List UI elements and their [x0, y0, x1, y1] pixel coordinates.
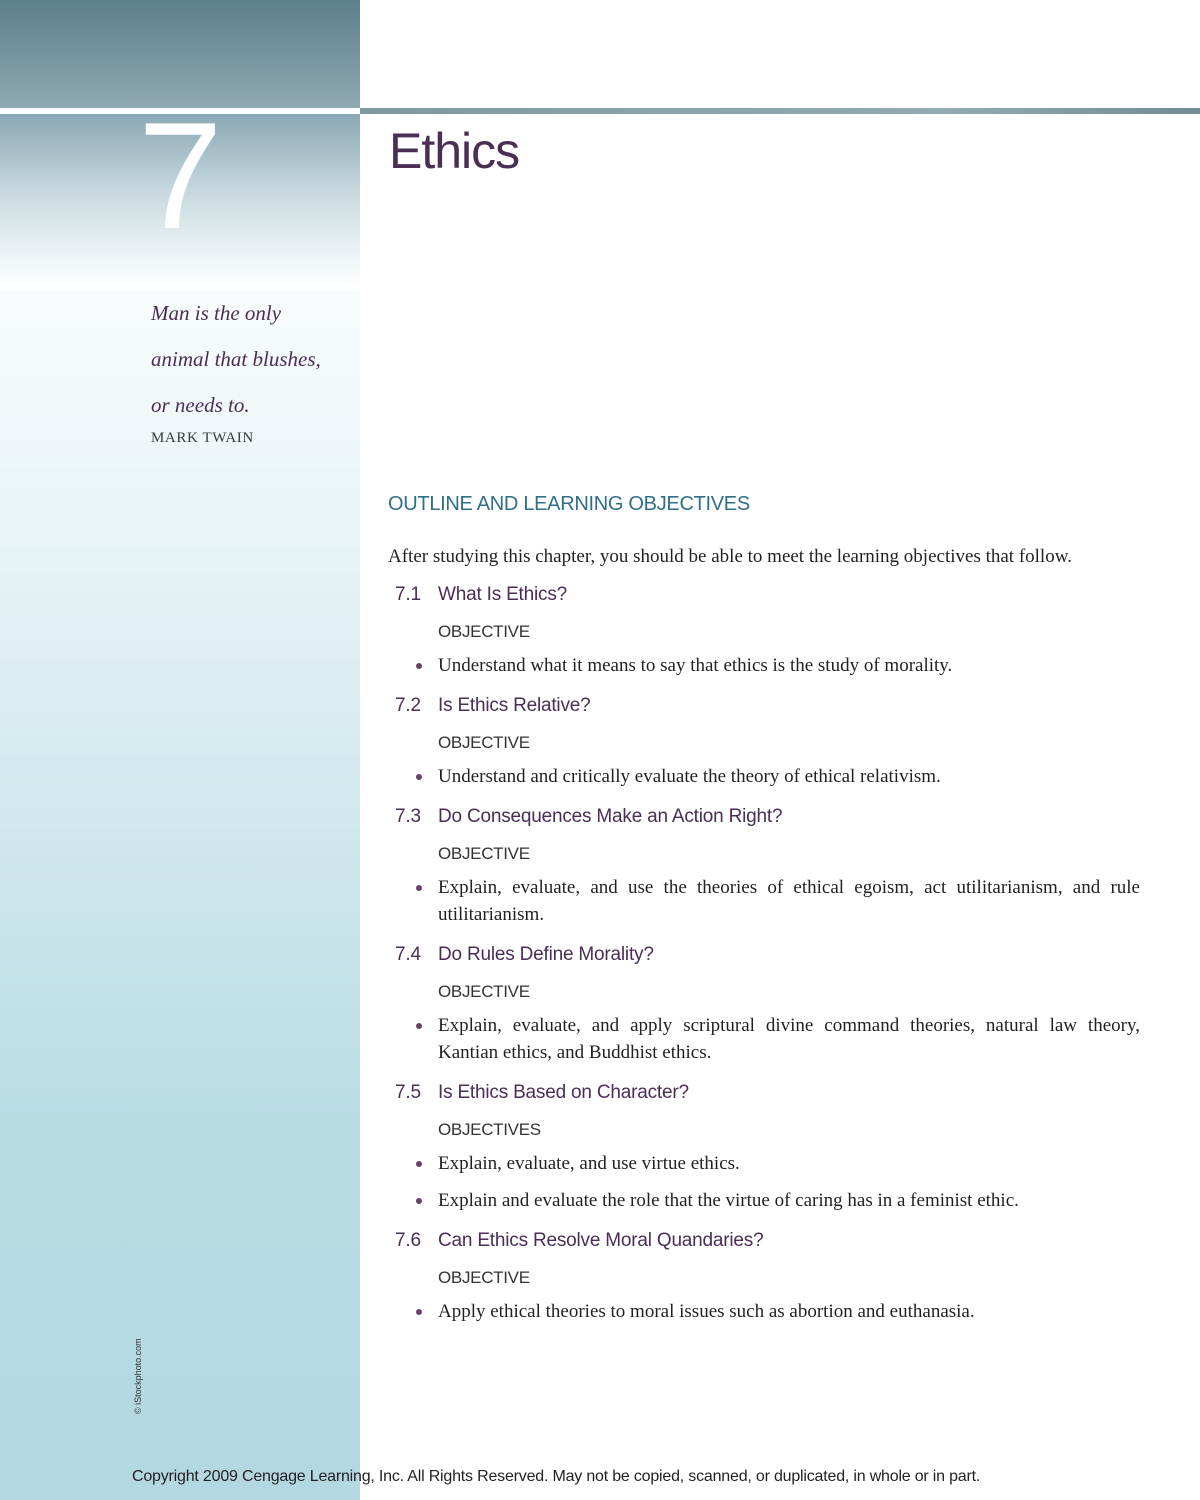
outline-item: [388, 693, 1140, 790]
objective-list: [388, 652, 1140, 679]
objective-label: OBJECTIVES: [438, 1120, 541, 1139]
bullet-icon: [416, 1023, 422, 1029]
top-rule: [360, 108, 1200, 114]
objective-item: [438, 1187, 1140, 1214]
epigraph-line: animal that blushes,: [151, 347, 321, 371]
objective-list: [388, 1150, 1140, 1214]
section-heading: [388, 693, 1140, 719]
objective-text: Apply ethical theories to moral issues such as abortion and euthanasia.: [438, 1301, 975, 1322]
outline-item: [388, 942, 1140, 1066]
objective-item: [438, 652, 1140, 679]
outline-item: [388, 582, 1140, 679]
objective-list: [388, 1298, 1140, 1325]
objective-text: Explain, evaluate, and use the theories of ethical egoism, act utilitarianism, and rule utilitarianism.: [438, 877, 1140, 925]
section-heading: [388, 1228, 1140, 1254]
objective-label: OBJECTIVE: [438, 733, 530, 752]
chapter-title: Ethics: [389, 123, 520, 179]
objective-label: OBJECTIVE: [438, 622, 530, 641]
objectives-list: [388, 582, 1140, 1325]
bullet-icon: [416, 1161, 422, 1167]
objective-item: [438, 763, 1140, 790]
objective-text: Understand what it means to say that ethics is the study of morality.: [438, 655, 953, 676]
epigraph: [151, 290, 356, 447]
bullet-icon: [416, 1309, 422, 1315]
section-title: Can Ethics Resolve Moral Quandaries?: [438, 1230, 764, 1251]
section-title: Do Consequences Make an Action Right?: [438, 806, 783, 827]
epigraph-author: MARK TWAIN: [151, 430, 254, 446]
copyright-footer: Copyright 2009 Cengage Learning, Inc. All Rights Reserved. May not be copied, scanned, or duplicated, in whole or in part.: [132, 1468, 981, 1485]
outline-heading: OUTLINE AND LEARNING OBJECTIVES: [388, 493, 750, 515]
section-title: Is Ethics Relative?: [438, 695, 591, 716]
section-title: Do Rules Define Morality?: [438, 944, 654, 965]
objective-item: [438, 874, 1140, 928]
objective-text: Explain, evaluate, and apply scriptural divine command theories, natural law theory, Kantian ethics, and Buddhist ethics.: [438, 1015, 1140, 1063]
objective-item: [438, 1150, 1140, 1177]
epigraph-line: or needs to.: [151, 393, 250, 417]
bullet-icon: [416, 774, 422, 780]
epigraph-line: Man is the only: [151, 301, 282, 325]
objective-list: [388, 874, 1140, 928]
section-number: 7.1: [395, 584, 421, 605]
objective-label: OBJECTIVE: [438, 844, 530, 863]
section-heading: [388, 1080, 1140, 1106]
objective-text: Understand and critically evaluate the theory of ethical relativism.: [438, 766, 941, 787]
objective-label: OBJECTIVE: [438, 982, 530, 1001]
bullet-icon: [416, 1198, 422, 1204]
bullet-icon: [416, 885, 422, 891]
objective-text: Explain, evaluate, and use virtue ethics.: [438, 1153, 740, 1174]
objective-item: [438, 1298, 1140, 1325]
section-heading: [388, 582, 1140, 608]
outline-intro: After studying this chapter, you should be able to meet the learning objectives that follow.: [388, 546, 1072, 567]
section-title: Is Ethics Based on Character?: [438, 1082, 689, 1103]
objective-text: Explain and evaluate the role that the virtue of caring has in a feminist ethic.: [438, 1190, 1019, 1211]
bullet-icon: [416, 663, 422, 669]
outline-item: [388, 1228, 1140, 1325]
outline-item: [388, 804, 1140, 928]
outline-section: [388, 490, 1140, 1339]
objective-item: [438, 1012, 1140, 1066]
objective-list: [388, 763, 1140, 790]
section-number: 7.6: [395, 1230, 421, 1251]
section-number: 7.3: [395, 806, 421, 827]
objective-list: [388, 1012, 1140, 1066]
section-number: 7.2: [395, 695, 421, 716]
outline-item: [388, 1080, 1140, 1214]
section-heading: [388, 942, 1140, 968]
objective-label: OBJECTIVE: [438, 1268, 530, 1287]
section-heading: [388, 804, 1140, 830]
chapter-number: 7: [138, 91, 223, 261]
photo-credit: © iStockphoto.com: [133, 1338, 143, 1414]
section-number: 7.4: [395, 944, 421, 965]
section-title: What Is Ethics?: [438, 584, 567, 605]
section-number: 7.5: [395, 1082, 421, 1103]
